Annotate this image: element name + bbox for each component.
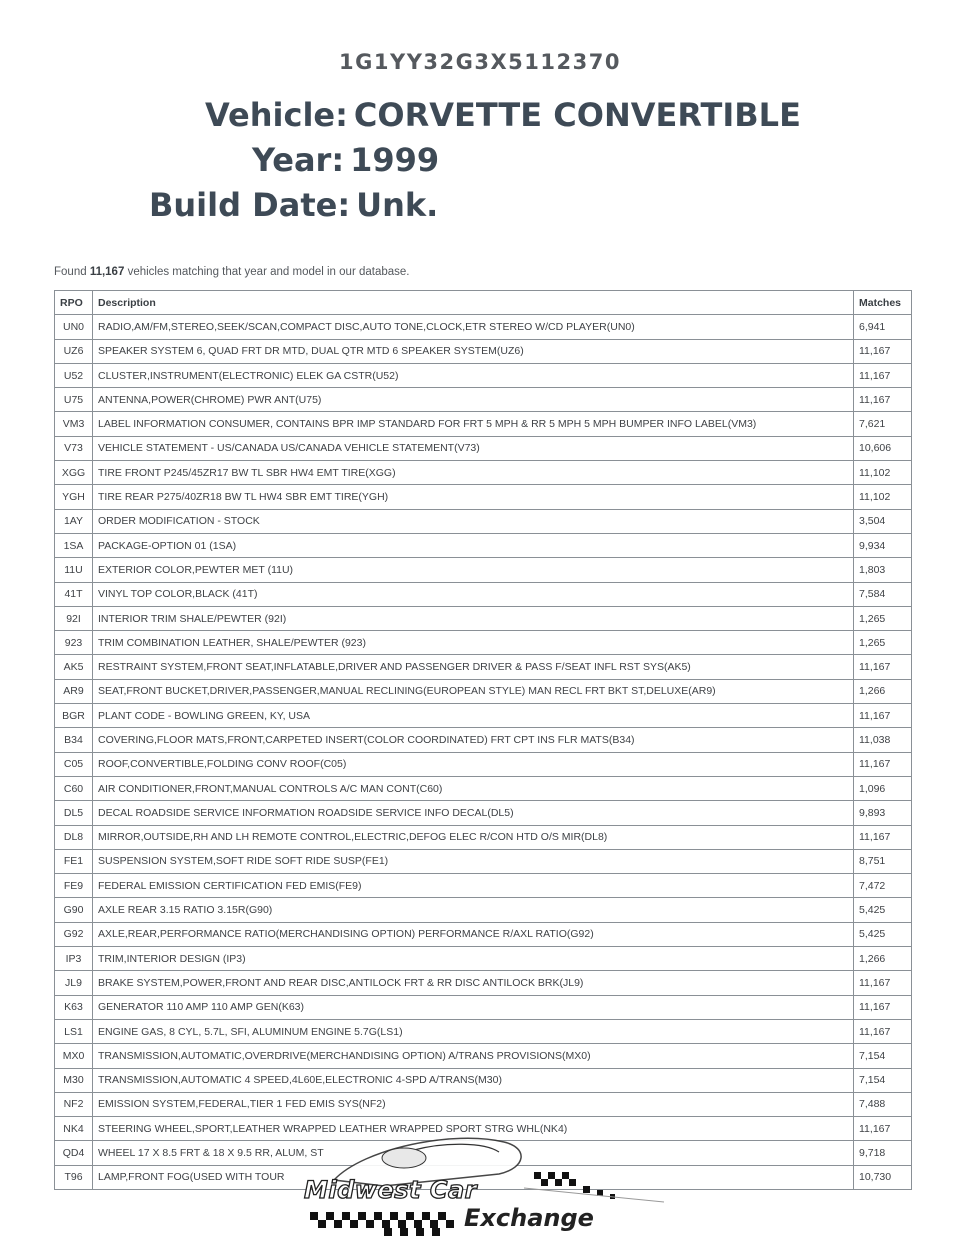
- description-cell: RADIO,AM/FM,STEREO,SEEK/SCAN,COMPACT DISC,AUTO TONE,CLOCK,ETR STEREO W/CD PLAYER(UN0): [93, 315, 854, 339]
- description-cell: STEERING WHEEL,SPORT,LEATHER WRAPPED LEATHER WRAPPED SPORT STRG WHL(NK4): [93, 1117, 854, 1141]
- logo-text-midwest-car: Midwest Car: [304, 1176, 477, 1204]
- rpo-code-cell: NF2: [55, 1092, 93, 1116]
- description-cell: SPEAKER SYSTEM 6, QUAD FRT DR MTD, DUAL QTR MTD 6 SPEAKER SYSTEM(UZ6): [93, 339, 854, 363]
- table-row: [55, 655, 912, 679]
- matches-cell: 10,606: [854, 436, 912, 460]
- rpo-code-cell: DL5: [55, 801, 93, 825]
- rpo-code-cell: C05: [55, 752, 93, 776]
- rpo-code-cell: AK5: [55, 655, 93, 679]
- table-row: [55, 922, 912, 946]
- rpo-code-cell: G90: [55, 898, 93, 922]
- matches-cell: 11,167: [854, 339, 912, 363]
- build-date-label: Build Date:: [149, 186, 351, 224]
- matches-cell: 11,167: [854, 655, 912, 679]
- rpo-code-cell: UZ6: [55, 339, 93, 363]
- header-description: Description: [93, 291, 854, 315]
- table-row: [55, 509, 912, 533]
- matches-cell: 7,621: [854, 412, 912, 436]
- table-row: [55, 558, 912, 582]
- matches-cell: 11,167: [854, 752, 912, 776]
- matches-cell: 11,102: [854, 461, 912, 485]
- table-row: [55, 776, 912, 800]
- rpo-code-cell: 923: [55, 631, 93, 655]
- matches-cell: 1,265: [854, 606, 912, 630]
- table-row: [55, 898, 912, 922]
- rpo-code-cell: IP3: [55, 947, 93, 971]
- header-matches: Matches: [854, 291, 912, 315]
- rpo-code-cell: 41T: [55, 582, 93, 606]
- table-row: [55, 461, 912, 485]
- matches-cell: 11,102: [854, 485, 912, 509]
- table-row: [55, 1044, 912, 1068]
- matches-cell: 7,488: [854, 1092, 912, 1116]
- matches-cell: 11,167: [854, 363, 912, 387]
- rpo-code-cell: FE9: [55, 874, 93, 898]
- vin-number: 1G1YY32G3X5112370: [339, 50, 621, 74]
- rpo-code-cell: NK4: [55, 1117, 93, 1141]
- table-row: [55, 582, 912, 606]
- table-row: [55, 606, 912, 630]
- matches-cell: 9,893: [854, 801, 912, 825]
- table-row: [55, 1019, 912, 1043]
- rpo-code-cell: AR9: [55, 679, 93, 703]
- rpo-code-cell: U75: [55, 388, 93, 412]
- matches-cell: 8,751: [854, 849, 912, 873]
- table-row: [55, 1092, 912, 1116]
- rpo-code-cell: LS1: [55, 1019, 93, 1043]
- rpo-code-cell: 1SA: [55, 533, 93, 557]
- year-value: 1999: [350, 141, 440, 179]
- description-cell: EMISSION SYSTEM,FEDERAL,TIER 1 FED EMIS SYS(NF2): [93, 1092, 854, 1116]
- rpo-table: [54, 290, 912, 1190]
- description-cell: FEDERAL EMISSION CERTIFICATION FED EMIS(FE9): [93, 874, 854, 898]
- matches-cell: 1,266: [854, 947, 912, 971]
- vehicle-label: Vehicle:: [205, 96, 348, 134]
- description-cell: PLANT CODE - BOWLING GREEN, KY, USA: [93, 704, 854, 728]
- rpo-code-cell: 92I: [55, 606, 93, 630]
- description-cell: TRIM,INTERIOR DESIGN (IP3): [93, 947, 854, 971]
- matches-cell: 9,718: [854, 1141, 912, 1165]
- table-row: [55, 388, 912, 412]
- build-date-line: [149, 186, 438, 224]
- table-row: [55, 339, 912, 363]
- description-cell: EXTERIOR COLOR,PEWTER MET (11U): [93, 558, 854, 582]
- rpo-code-cell: QD4: [55, 1141, 93, 1165]
- matches-cell: 11,167: [854, 1117, 912, 1141]
- matches-cell: 7,154: [854, 1068, 912, 1092]
- matches-cell: 11,167: [854, 995, 912, 1019]
- description-cell: LABEL INFORMATION CONSUMER, CONTAINS BPR IMP STANDARD FOR FRT 5 MPH & RR 5 MPH 5 MPH BUMPER INFO LABEL(VM3): [93, 412, 854, 436]
- table-row: [55, 315, 912, 339]
- matches-cell: 11,167: [854, 704, 912, 728]
- table-row: [55, 412, 912, 436]
- matches-cell: 11,167: [854, 971, 912, 995]
- matches-cell: 5,425: [854, 922, 912, 946]
- description-cell: PACKAGE-OPTION 01 (1SA): [93, 533, 854, 557]
- table-row: [55, 679, 912, 703]
- description-cell: AIR CONDITIONER,FRONT,MANUAL CONTROLS A/C MAN CONT(C60): [93, 776, 854, 800]
- matches-cell: 9,934: [854, 533, 912, 557]
- found-prefix: Found: [54, 266, 87, 278]
- rpo-code-cell: G92: [55, 922, 93, 946]
- table-row: [55, 995, 912, 1019]
- rpo-code-cell: YGH: [55, 485, 93, 509]
- description-cell: SUSPENSION SYSTEM,SOFT RIDE SOFT RIDE SUSP(FE1): [93, 849, 854, 873]
- rpo-code-cell: V73: [55, 436, 93, 460]
- rpo-code-cell: FE1: [55, 849, 93, 873]
- table-row: [55, 825, 912, 849]
- midwest-car-exchange-logo: [294, 1128, 674, 1240]
- description-cell: WHEEL 17 X 8.5 FRT & 18 X 9.5 RR, ALUM, ST: [93, 1141, 854, 1165]
- rpo-code-cell: M30: [55, 1068, 93, 1092]
- description-cell: LAMP,FRONT FOG(USED WITH TOUR: [93, 1165, 854, 1189]
- table-row: [55, 801, 912, 825]
- header-rpo: RPO: [55, 291, 93, 315]
- matches-cell: 1,266: [854, 679, 912, 703]
- matches-cell: 1,803: [854, 558, 912, 582]
- vehicle-line: [205, 96, 801, 134]
- matches-cell: 11,167: [854, 388, 912, 412]
- description-cell: TIRE REAR P275/40ZR18 BW TL HW4 SBR EMT TIRE(YGH): [93, 485, 854, 509]
- rpo-code-cell: BGR: [55, 704, 93, 728]
- table-row: [55, 631, 912, 655]
- rpo-code-cell: B34: [55, 728, 93, 752]
- year-label: Year:: [252, 141, 345, 179]
- table-row: [55, 971, 912, 995]
- matches-cell: 11,038: [854, 728, 912, 752]
- table-row: [55, 874, 912, 898]
- table-row: [55, 849, 912, 873]
- matches-cell: 7,154: [854, 1044, 912, 1068]
- rpo-code-cell: VM3: [55, 412, 93, 436]
- description-cell: VINYL TOP COLOR,BLACK (41T): [93, 582, 854, 606]
- table-row: [55, 728, 912, 752]
- description-cell: AXLE REAR 3.15 RATIO 3.15R(G90): [93, 898, 854, 922]
- matches-cell: 6,941: [854, 315, 912, 339]
- matches-cell: 11,167: [854, 1019, 912, 1043]
- description-cell: ENGINE GAS, 8 CYL, 5.7L, SFI, ALUMINUM ENGINE 5.7G(LS1): [93, 1019, 854, 1043]
- description-cell: BRAKE SYSTEM,POWER,FRONT AND REAR DISC,ANTILOCK FRT & RR DISC ANTILOCK BRK(JL9): [93, 971, 854, 995]
- table-row: [55, 1068, 912, 1092]
- logo-text-exchange: Exchange: [464, 1204, 594, 1232]
- matches-cell: 7,584: [854, 582, 912, 606]
- matches-cell: 10,730: [854, 1165, 912, 1189]
- rpo-code-cell: K63: [55, 995, 93, 1019]
- description-cell: ROOF,CONVERTIBLE,FOLDING CONV ROOF(C05): [93, 752, 854, 776]
- matches-cell: 5,425: [854, 898, 912, 922]
- table-row: [55, 533, 912, 557]
- description-cell: VEHICLE STATEMENT - US/CANADA US/CANADA VEHICLE STATEMENT(V73): [93, 436, 854, 460]
- vehicle-value: CORVETTE CONVERTIBLE: [353, 96, 801, 134]
- description-cell: INTERIOR TRIM SHALE/PEWTER (92I): [93, 606, 854, 630]
- matches-cell: 7,472: [854, 874, 912, 898]
- rpo-code-cell: XGG: [55, 461, 93, 485]
- rpo-code-cell: JL9: [55, 971, 93, 995]
- found-suffix: vehicles matching that year and model in our database.: [127, 266, 410, 278]
- rpo-code-cell: UN0: [55, 315, 93, 339]
- rpo-code-cell: C60: [55, 776, 93, 800]
- description-cell: RESTRAINT SYSTEM,FRONT SEAT,INFLATABLE,DRIVER AND PASSENGER DRIVER & PASS F/SEAT INFL RST SYS(AK5): [93, 655, 854, 679]
- description-cell: MIRROR,OUTSIDE,RH AND LH REMOTE CONTROL,ELECTRIC,DEFOG ELEC R/CON HTD O/S MIR(DL8): [93, 825, 854, 849]
- description-cell: ORDER MODIFICATION - STOCK: [93, 509, 854, 533]
- rpo-code-cell: 11U: [55, 558, 93, 582]
- description-cell: GENERATOR 110 AMP 110 AMP GEN(K63): [93, 995, 854, 1019]
- description-cell: ANTENNA,POWER(CHROME) PWR ANT(U75): [93, 388, 854, 412]
- matches-cell: 1,265: [854, 631, 912, 655]
- description-cell: SEAT,FRONT BUCKET,DRIVER,PASSENGER,MANUAL RECLINING(EUROPEAN STYLE) MAN RECL FRT BKT ST,DELUXE(AR9): [93, 679, 854, 703]
- table-row: [55, 947, 912, 971]
- description-cell: TRANSMISSION,AUTOMATIC 4 SPEED,4L60E,ELECTRONIC 4-SPD A/TRANS(M30): [93, 1068, 854, 1092]
- table-row: [55, 436, 912, 460]
- table-row: [55, 485, 912, 509]
- rpo-code-cell: T96: [55, 1165, 93, 1189]
- table-row: [55, 363, 912, 387]
- description-cell: TRANSMISSION,AUTOMATIC,OVERDRIVE(MERCHANDISING OPTION) A/TRANS PROVISIONS(MX0): [93, 1044, 854, 1068]
- matches-cell: 11,167: [854, 825, 912, 849]
- table-row: [55, 752, 912, 776]
- rpo-code-cell: 1AY: [55, 509, 93, 533]
- found-summary: [54, 266, 409, 278]
- description-cell: TIRE FRONT P245/45ZR17 BW TL SBR HW4 EMT TIRE(XGG): [93, 461, 854, 485]
- matches-cell: 1,096: [854, 776, 912, 800]
- build-date-value: Unk.: [356, 186, 439, 224]
- description-cell: DECAL ROADSIDE SERVICE INFORMATION ROADSIDE SERVICE INFO DECAL(DL5): [93, 801, 854, 825]
- description-cell: TRIM COMBINATION LEATHER, SHALE/PEWTER (923): [93, 631, 854, 655]
- matches-cell: 3,504: [854, 509, 912, 533]
- table-header-row: [55, 291, 912, 315]
- found-count: 11,167: [89, 266, 125, 278]
- table-row: [55, 704, 912, 728]
- rpo-code-cell: MX0: [55, 1044, 93, 1068]
- description-cell: COVERING,FLOOR MATS,FRONT,CARPETED INSERT(COLOR COORDINATED) FRT CPT INS FLR MATS(B34): [93, 728, 854, 752]
- description-cell: CLUSTER,INSTRUMENT(ELECTRONIC) ELEK GA CSTR(U52): [93, 363, 854, 387]
- year-line: [252, 141, 439, 179]
- rpo-code-cell: DL8: [55, 825, 93, 849]
- description-cell: AXLE,REAR,PERFORMANCE RATIO(MERCHANDISING OPTION) PERFORMANCE R/AXL RATIO(G92): [93, 922, 854, 946]
- rpo-code-cell: U52: [55, 363, 93, 387]
